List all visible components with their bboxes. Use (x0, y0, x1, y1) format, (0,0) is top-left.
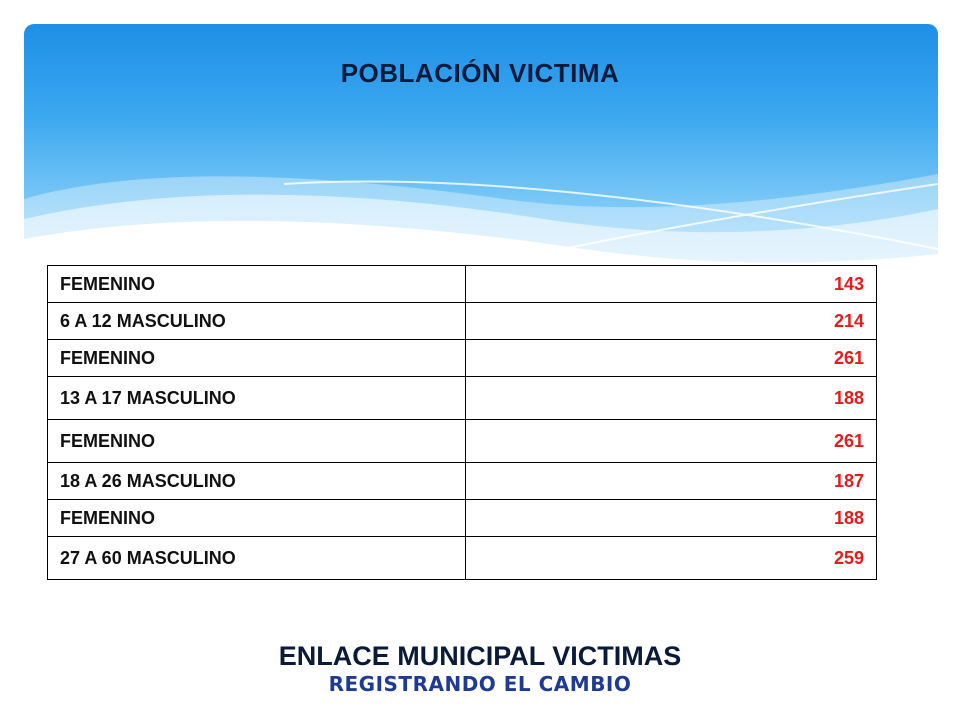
row-value: 259 (466, 537, 877, 580)
table-row (48, 537, 877, 580)
row-value: 214 (466, 303, 877, 340)
table-row (48, 266, 877, 303)
row-label: 6 A 12 MASCULINO (48, 303, 466, 340)
table-row (48, 500, 877, 537)
table-row (48, 340, 877, 377)
row-label: FEMENINO (48, 266, 466, 303)
slide-title: POBLACIÓN VICTIMA (340, 58, 620, 88)
row-label: FEMENINO (48, 500, 466, 537)
row-value: 261 (466, 340, 877, 377)
footer-title: ENLACE MUNICIPAL VICTIMAS (278, 641, 682, 671)
row-value: 188 (466, 500, 877, 537)
table-row (48, 420, 877, 463)
row-label: FEMENINO (48, 420, 466, 463)
table-row (48, 463, 877, 500)
population-table (47, 265, 877, 580)
footer-subtitle: REGISTRANDO EL CAMBIO (328, 672, 632, 696)
table-row (48, 377, 877, 420)
row-value: 188 (466, 377, 877, 420)
table-row (48, 303, 877, 340)
row-value: 143 (466, 266, 877, 303)
row-value: 261 (466, 420, 877, 463)
row-label: 13 A 17 MASCULINO (48, 377, 466, 420)
row-value: 187 (466, 463, 877, 500)
row-label: FEMENINO (48, 340, 466, 377)
row-label: 18 A 26 MASCULINO (48, 463, 466, 500)
row-label: 27 A 60 MASCULINO (48, 537, 466, 580)
